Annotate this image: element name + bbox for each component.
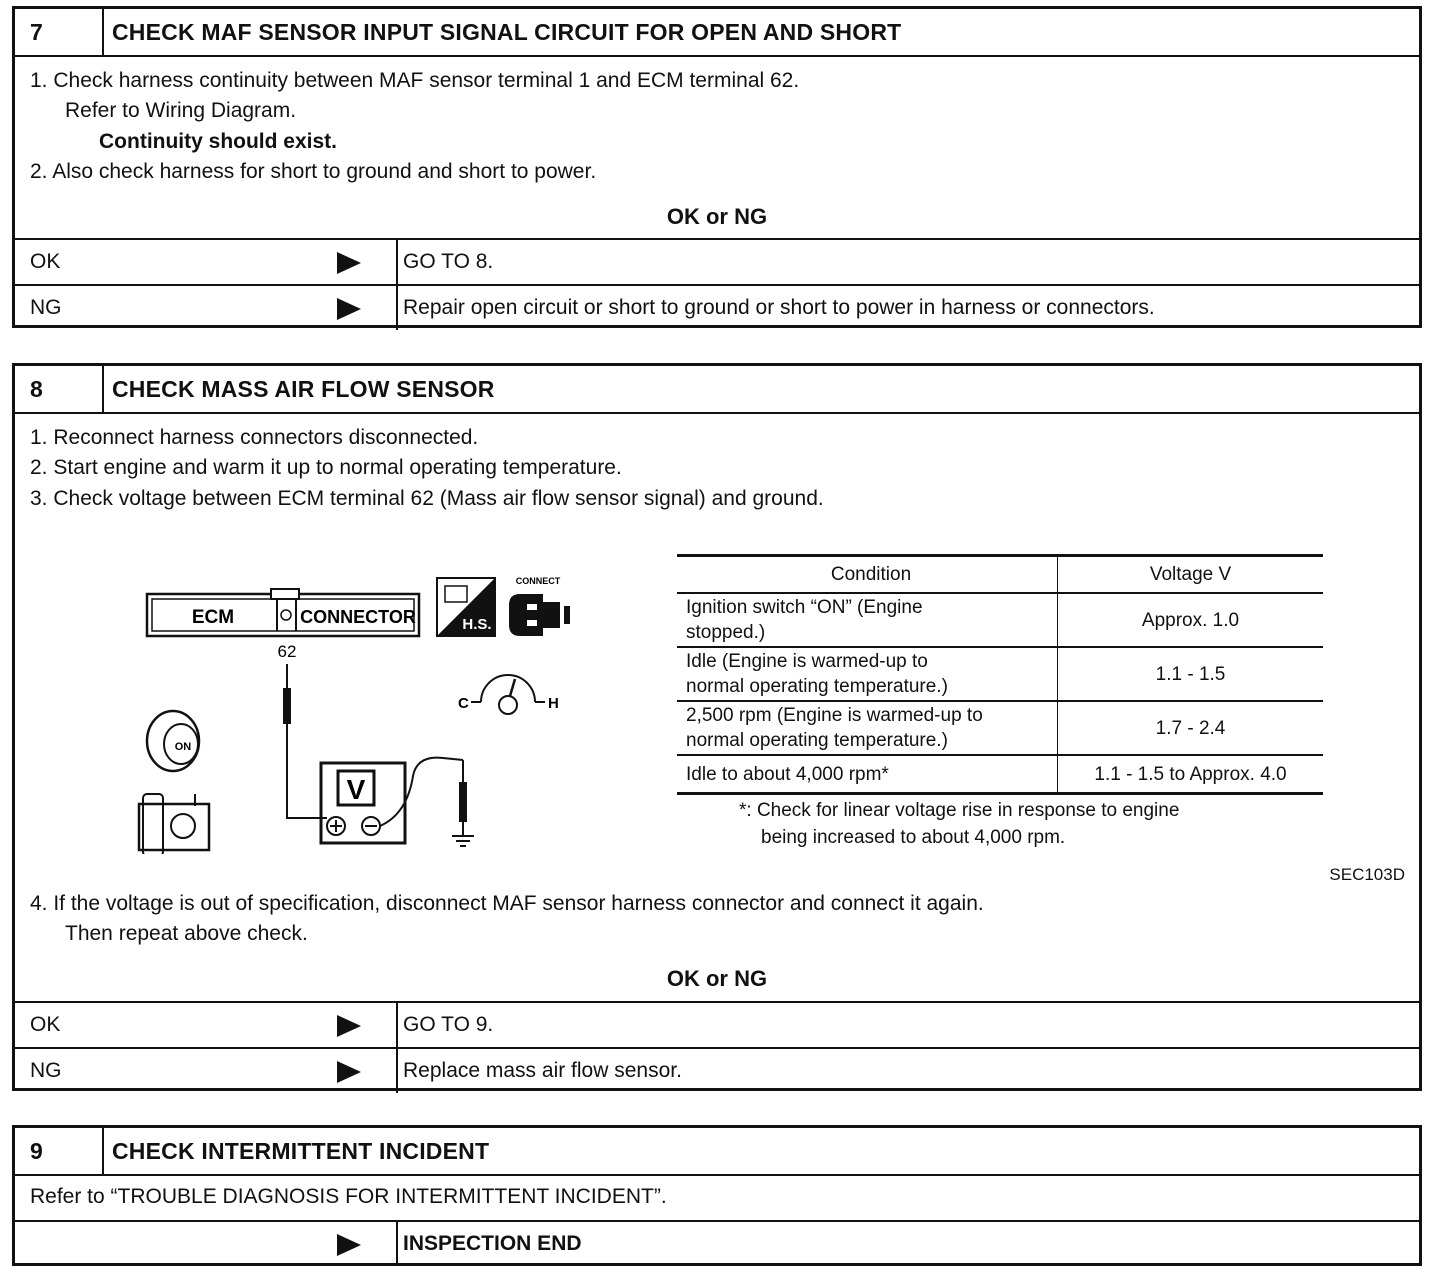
step-number: 7 [15,9,104,55]
ground-icon [452,836,474,846]
harness-side-icon [437,578,495,636]
gauge-hot-label: H [548,695,559,712]
voltage-spec-table [677,554,1323,795]
result-row-ok [15,1003,1419,1047]
result-row-end [15,1222,1419,1266]
step-header [15,9,1419,57]
probe-icon [459,782,467,822]
result-row-ng [15,1047,1419,1093]
instruction-line: Refer to “TROUBLE DIAGNOSIS FOR INTERMITTENT INCIDENT”. [30,1185,667,1208]
step-7 [12,6,1422,328]
hs-label: H.S. [462,616,492,633]
table-cell: Approx. 1.0 [1058,593,1324,647]
arrow-right-icon [337,298,361,320]
table-row [677,701,1323,755]
result-row-ok [15,240,1419,284]
ok-or-ng-label: OK or NG [666,204,768,229]
engine-icon [139,794,209,854]
instruction-line: 1. Reconnect harness connectors disconnected. [30,426,479,449]
result-label: OK [15,1003,398,1047]
temperature-gauge-icon [458,675,559,714]
instruction-line: 3. Check voltage between ECM terminal 62 (Mass air flow sensor signal) and ground. [30,487,824,510]
arrow-right-icon [337,1015,361,1037]
arrow-right-icon [337,1061,361,1083]
instruction-line: Then repeat above check. [65,922,308,945]
table-cell: 1.1 - 1.5 [1058,647,1324,701]
connect-icon [509,576,570,636]
step-body [15,1176,1419,1222]
probe-icon [283,688,291,724]
meter-label: V [346,774,366,805]
step-header [15,1128,1419,1176]
result-action: GO TO 8. [403,250,494,273]
wiring-diagram [15,554,615,854]
step-body [15,414,1419,1003]
table-cell: Ignition switch “ON” (Engine stopped.) [677,593,1058,647]
instruction-line: Refer to Wiring Diagram. [65,99,297,122]
step-title: CHECK MAF SENSOR INPUT SIGNAL CIRCUIT FOR OPEN AND SHORT [112,19,902,45]
arrow-right-icon [337,1234,361,1256]
voltmeter-icon [321,763,405,843]
table-cell: 1.7 - 2.4 [1058,701,1324,755]
step-number: 8 [15,366,104,412]
table-footnote: *: Check for linear voltage rise in response to engine being increased to about 4,000 rpm. [739,800,1180,848]
ecm-label: ECM [191,607,235,628]
instruction-line: 2. Also check harness for short to ground and short to power. [30,160,597,183]
table-cell: Idle to about 4,000 rpm* [677,755,1058,794]
step-number: 9 [15,1128,104,1174]
result-label: NG [15,1049,398,1093]
result-label [15,1222,398,1266]
instruction-line: 4. If the voltage is out of specification, disconnect MAF sensor harness connector and connect it again. [30,892,984,915]
result-action: Replace mass air flow sensor. [403,1059,682,1082]
result-label: NG [15,286,398,330]
figure-id: SEC103D [1329,865,1405,884]
result-row-ng [15,284,1419,330]
ecm-connector [147,589,419,636]
step-8 [12,363,1422,1091]
step-body [15,57,1419,240]
instruction-line: 2. Start engine and warm it up to normal operating temperature. [30,456,622,479]
table-row [677,755,1323,794]
terminal-label: 62 [277,642,297,661]
step-title: CHECK INTERMITTENT INCIDENT [112,1138,490,1164]
result-action: INSPECTION END [403,1232,582,1255]
requirement-text: Continuity should exist. [99,130,338,153]
table-row [677,593,1323,647]
step-9 [12,1125,1422,1266]
table-header-row [677,556,1323,594]
table-header: Condition [677,556,1058,594]
gauge-cold-label: C [458,695,469,712]
instruction-line: 1. Check harness continuity between MAF sensor terminal 1 and ECM terminal 62. [30,69,800,92]
connect-label: CONNECT [515,576,561,586]
table-row [677,647,1323,701]
connector-label: CONNECTOR [300,607,416,627]
ok-or-ng-label: OK or NG [666,966,768,991]
result-action: Repair open circuit or short to ground or short to power in harness or connectors. [403,296,1155,319]
step-header [15,366,1419,414]
result-label: OK [15,240,398,284]
table-cell: 1.1 - 1.5 to Approx. 4.0 [1058,755,1324,794]
key-label: ON [174,741,192,753]
ignition-key-icon [147,711,199,771]
step-title: CHECK MASS AIR FLOW SENSOR [112,376,495,402]
table-cell: Idle (Engine is warmed-up to normal operating temperature.) [677,647,1058,701]
table-cell: 2,500 rpm (Engine is warmed-up to normal operating temperature.) [677,701,1058,755]
table-header: Voltage V [1058,556,1324,594]
arrow-right-icon [337,252,361,274]
result-action: GO TO 9. [403,1013,494,1036]
